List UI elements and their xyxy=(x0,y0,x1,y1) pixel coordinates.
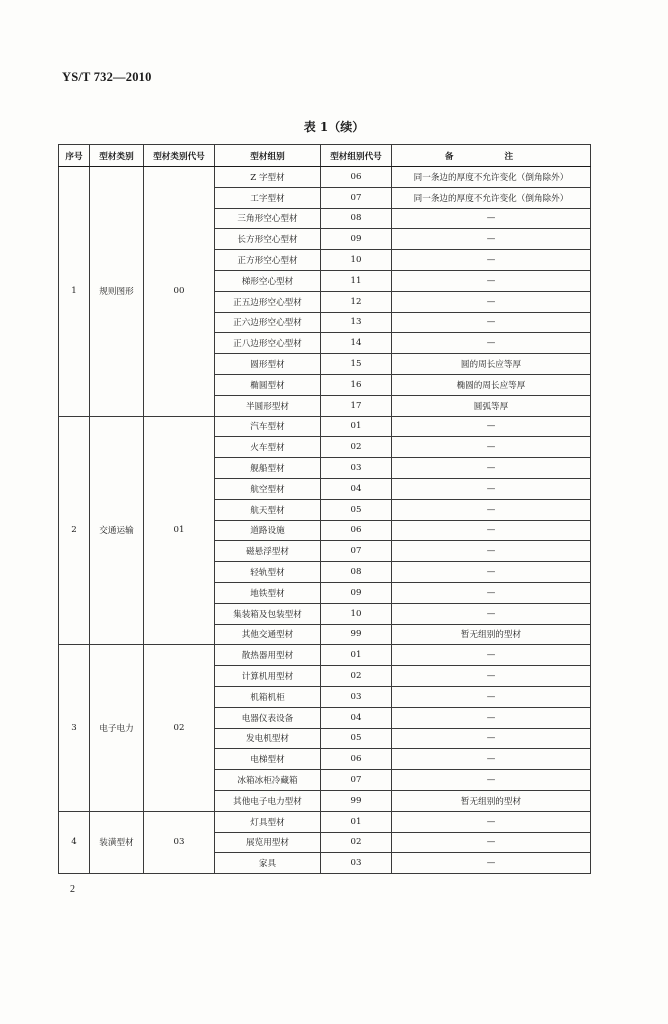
group-name: 集装箱及包装型材 xyxy=(215,603,321,624)
group-name: 椭圆型材 xyxy=(215,374,321,395)
row-seq: 3 xyxy=(59,645,90,811)
remark: 圆弧等厚 xyxy=(392,395,591,416)
group-code: 10 xyxy=(321,250,392,271)
group-name: 家具 xyxy=(215,853,321,874)
remark: — xyxy=(392,728,591,749)
table-caption: 表 1（续） xyxy=(303,120,365,134)
remark: — xyxy=(392,603,591,624)
group-code: 01 xyxy=(321,416,392,437)
group-name: Z 字型材 xyxy=(215,167,321,188)
group-name: 磁悬浮型材 xyxy=(215,541,321,562)
remark: — xyxy=(392,707,591,728)
header-category: 型材类别 xyxy=(90,145,144,167)
group-code: 99 xyxy=(321,624,392,645)
remark: 暂无组别的型材 xyxy=(392,790,591,811)
remark: — xyxy=(392,458,591,479)
header-category-code: 型材类别代号 xyxy=(144,145,215,167)
group-code: 03 xyxy=(321,686,392,707)
table-row xyxy=(59,645,591,666)
group-name: 灯具型材 xyxy=(215,811,321,832)
group-name: 其他交通型材 xyxy=(215,624,321,645)
category-name: 装潢型材 xyxy=(90,811,144,873)
group-name: 火车型材 xyxy=(215,437,321,458)
remark: — xyxy=(392,811,591,832)
table-row xyxy=(59,416,591,437)
header-group: 型材组别 xyxy=(215,145,321,167)
remark: — xyxy=(392,686,591,707)
group-code: 08 xyxy=(321,208,392,229)
remark: 同一条边的厚度不允许变化（倒角除外） xyxy=(392,167,591,188)
remark: — xyxy=(392,770,591,791)
category-name: 电子电力 xyxy=(90,645,144,811)
group-name: 正六边形空心型材 xyxy=(215,312,321,333)
remark: — xyxy=(392,853,591,874)
category-name: 规则图形 xyxy=(90,167,144,417)
group-name: 三角形空心型材 xyxy=(215,208,321,229)
remark: 同一条边的厚度不允许变化（倒角除外） xyxy=(392,187,591,208)
remark: — xyxy=(392,499,591,520)
group-name: 半圆形型材 xyxy=(215,395,321,416)
group-code: 99 xyxy=(321,790,392,811)
group-code: 02 xyxy=(321,666,392,687)
group-code: 01 xyxy=(321,645,392,666)
group-code: 04 xyxy=(321,478,392,499)
remark: — xyxy=(392,229,591,250)
remark: — xyxy=(392,478,591,499)
group-code: 09 xyxy=(321,229,392,250)
remark: — xyxy=(392,541,591,562)
group-name: 展览用型材 xyxy=(215,832,321,853)
category-code: 02 xyxy=(144,645,215,811)
group-code: 11 xyxy=(321,270,392,291)
category-code: 00 xyxy=(144,167,215,417)
remark: — xyxy=(392,208,591,229)
remark: — xyxy=(392,312,591,333)
group-name: 电器仪表设备 xyxy=(215,707,321,728)
group-name: 舰船型材 xyxy=(215,458,321,479)
group-name: 正方形空心型材 xyxy=(215,250,321,271)
group-code: 03 xyxy=(321,458,392,479)
group-code: 06 xyxy=(321,520,392,541)
group-name: 地铁型材 xyxy=(215,582,321,603)
group-code: 06 xyxy=(321,749,392,770)
table-row xyxy=(59,811,591,832)
remark: — xyxy=(392,562,591,583)
group-code: 07 xyxy=(321,187,392,208)
remark: — xyxy=(392,250,591,271)
group-code: 01 xyxy=(321,811,392,832)
group-name: 正五边形空心型材 xyxy=(215,291,321,312)
header-seq: 序号 xyxy=(59,145,90,167)
group-code: 13 xyxy=(321,312,392,333)
group-name: 发电机型材 xyxy=(215,728,321,749)
remark: — xyxy=(392,832,591,853)
group-name: 计算机用型材 xyxy=(215,666,321,687)
category-code: 01 xyxy=(144,416,215,645)
group-code: 15 xyxy=(321,354,392,375)
category-name: 交通运输 xyxy=(90,416,144,645)
table-row xyxy=(59,167,591,188)
group-code: 14 xyxy=(321,333,392,354)
group-code: 04 xyxy=(321,707,392,728)
remark: — xyxy=(392,520,591,541)
group-code: 16 xyxy=(321,374,392,395)
row-seq: 1 xyxy=(59,167,90,417)
group-name: 航空型材 xyxy=(215,478,321,499)
group-name: 电梯型材 xyxy=(215,749,321,770)
group-code: 07 xyxy=(321,770,392,791)
group-code: 17 xyxy=(321,395,392,416)
group-code: 07 xyxy=(321,541,392,562)
table-header-row xyxy=(59,145,591,167)
remark: — xyxy=(392,270,591,291)
standard-code: YS/T 732—2010 xyxy=(62,70,152,84)
group-name: 轻轨型材 xyxy=(215,562,321,583)
group-name: 工字型材 xyxy=(215,187,321,208)
group-name: 散热器用型材 xyxy=(215,645,321,666)
group-name: 其他电子电力型材 xyxy=(215,790,321,811)
remark: — xyxy=(392,291,591,312)
group-name: 道路设施 xyxy=(215,520,321,541)
group-name: 冰箱冰柜冷藏箱 xyxy=(215,770,321,791)
group-code: 09 xyxy=(321,582,392,603)
page-number: 2 xyxy=(70,884,75,895)
header-group-code: 型材组别代号 xyxy=(321,145,392,167)
remark: — xyxy=(392,582,591,603)
profile-classification-table xyxy=(58,144,591,874)
row-seq: 4 xyxy=(59,811,90,873)
remark: — xyxy=(392,666,591,687)
group-code: 03 xyxy=(321,853,392,874)
remark: — xyxy=(392,645,591,666)
category-code: 03 xyxy=(144,811,215,873)
remark: — xyxy=(392,749,591,770)
group-name: 航天型材 xyxy=(215,499,321,520)
remark: 椭圆的周长应等厚 xyxy=(392,374,591,395)
remark: — xyxy=(392,416,591,437)
group-code: 05 xyxy=(321,499,392,520)
table-body xyxy=(59,167,591,874)
group-code: 06 xyxy=(321,167,392,188)
remark: — xyxy=(392,437,591,458)
group-name: 长方形空心型材 xyxy=(215,229,321,250)
row-seq: 2 xyxy=(59,416,90,645)
remark: 暂无组别的型材 xyxy=(392,624,591,645)
remark: 圆的周长应等厚 xyxy=(392,354,591,375)
group-name: 汽车型材 xyxy=(215,416,321,437)
group-code: 02 xyxy=(321,832,392,853)
remark: — xyxy=(392,333,591,354)
group-code: 12 xyxy=(321,291,392,312)
group-code: 08 xyxy=(321,562,392,583)
group-name: 圆形型材 xyxy=(215,354,321,375)
group-name: 正八边形空心型材 xyxy=(215,333,321,354)
group-code: 05 xyxy=(321,728,392,749)
group-code: 02 xyxy=(321,437,392,458)
group-code: 10 xyxy=(321,603,392,624)
group-name: 梯形空心型材 xyxy=(215,270,321,291)
group-name: 机箱机柜 xyxy=(215,686,321,707)
header-remarks: 备 注 xyxy=(392,145,591,167)
